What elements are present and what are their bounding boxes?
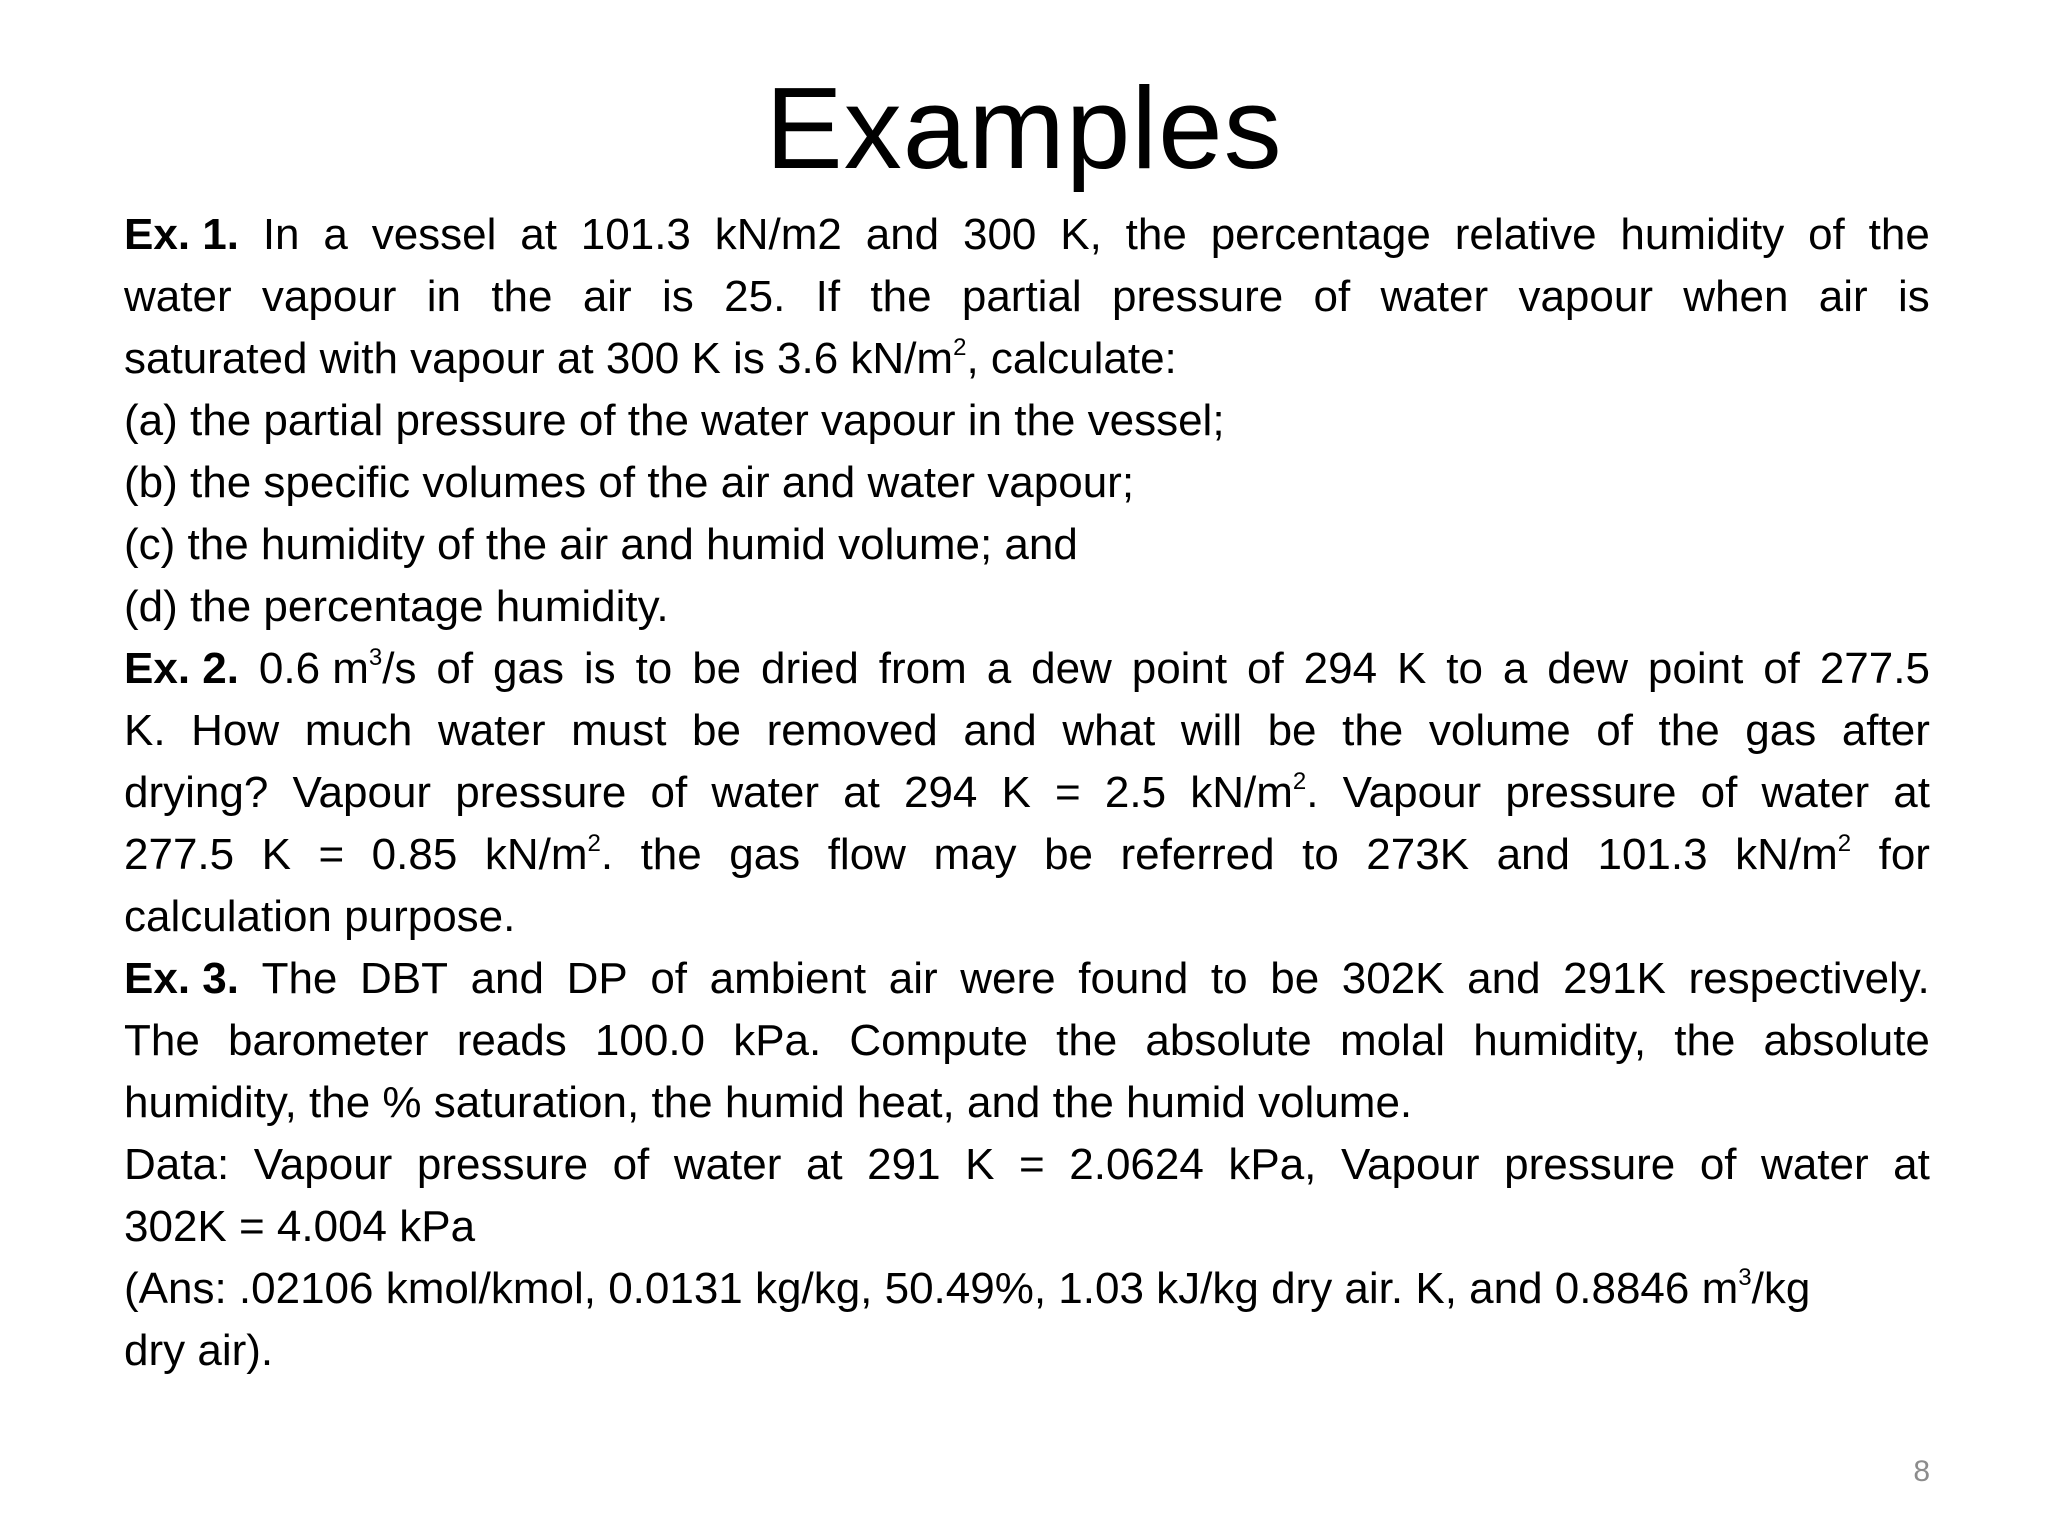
word: the bbox=[1674, 1016, 1736, 1065]
word: 273K bbox=[1366, 830, 1470, 879]
word: drying? bbox=[124, 768, 269, 817]
ex3-answer-line-2: dry air). bbox=[124, 1326, 274, 1375]
word: and bbox=[865, 210, 940, 259]
ex2-line-3: drying? Vapour pressure of water at 294 K = 2.5 $kN/m^2$. Vapour pressure of water at bbox=[124, 762, 1930, 824]
word: of bbox=[1700, 768, 1738, 817]
word: 294 bbox=[903, 768, 978, 817]
word: percentage bbox=[1210, 210, 1431, 259]
word: pressure bbox=[1504, 1140, 1676, 1189]
word: air bbox=[582, 272, 632, 321]
word: 291K bbox=[1563, 954, 1666, 1003]
word: and bbox=[1496, 830, 1570, 879]
word: gas bbox=[493, 644, 564, 693]
word: point bbox=[1647, 644, 1744, 693]
word: DP bbox=[566, 954, 628, 1003]
word: the bbox=[1125, 210, 1187, 259]
word: and bbox=[470, 954, 544, 1003]
page-number: 8 bbox=[1913, 1455, 1930, 1488]
ex2-line-1: Ex. 2. 0.6 $m^3/s$ of gas is to be dried from a dew point of 294 K to a dew point of 277.5 bbox=[124, 638, 1930, 700]
word: of bbox=[436, 644, 474, 693]
word: K bbox=[1396, 644, 1427, 693]
word: pressure bbox=[1505, 768, 1677, 817]
word: 101.3 bbox=[1597, 830, 1708, 879]
word: what bbox=[1062, 706, 1156, 755]
word: K bbox=[261, 830, 291, 879]
word: air bbox=[1818, 272, 1868, 321]
word: K bbox=[965, 1140, 995, 1189]
word: 101.3 bbox=[580, 210, 691, 259]
ex2-label: Ex. 2. bbox=[124, 644, 239, 693]
ex3-data-line-1 bbox=[124, 1134, 1930, 1196]
word: be bbox=[692, 706, 741, 755]
word: pressure bbox=[1112, 272, 1284, 321]
word: to bbox=[1302, 830, 1339, 879]
word: found bbox=[1078, 954, 1189, 1003]
ex1-line-1 bbox=[124, 204, 1930, 266]
word: flow bbox=[827, 830, 906, 879]
ex3-line-2 bbox=[124, 1010, 1930, 1072]
word: be bbox=[1270, 954, 1320, 1003]
word: the bbox=[1056, 1016, 1118, 1065]
word: be bbox=[1044, 830, 1094, 879]
ex3-line-3: humidity, the % saturation, the humid heat, and the humid volume. bbox=[124, 1078, 1413, 1127]
word: may bbox=[933, 830, 1017, 879]
word: of bbox=[1596, 706, 1633, 755]
word: be bbox=[1267, 706, 1317, 755]
slide-title: Examples bbox=[765, 63, 1283, 193]
word: is bbox=[662, 272, 694, 321]
word: Vapour bbox=[1342, 768, 1482, 817]
word: water bbox=[124, 272, 232, 321]
word: 300 bbox=[962, 210, 1037, 259]
word: dew bbox=[1031, 644, 1112, 693]
ex2-line-2 bbox=[124, 700, 1930, 762]
word: after bbox=[1841, 706, 1930, 755]
word: 302K bbox=[1341, 954, 1445, 1003]
word: kPa. bbox=[733, 1016, 822, 1065]
word: pressure bbox=[416, 1140, 589, 1189]
word: vessel bbox=[371, 210, 497, 259]
word: pressure bbox=[455, 768, 627, 817]
word: and bbox=[1467, 954, 1541, 1003]
word: 25. bbox=[724, 272, 786, 321]
word: of bbox=[650, 768, 688, 817]
word: the bbox=[640, 830, 702, 879]
word: K. bbox=[124, 706, 166, 755]
ex2-line-5: calculation purpose. bbox=[124, 892, 516, 941]
word: volume bbox=[1428, 706, 1571, 755]
word: were bbox=[960, 954, 1056, 1003]
word: Vapour bbox=[292, 768, 432, 817]
word: Data: bbox=[124, 1140, 230, 1189]
ex1-line-3: saturated with vapour at 300 K is 3.6 $kN/m^2$, calculate: bbox=[124, 334, 1177, 383]
word: absolute bbox=[1145, 1016, 1312, 1065]
word: when bbox=[1683, 272, 1789, 321]
word: gas bbox=[729, 830, 801, 879]
word: 291 bbox=[867, 1140, 941, 1189]
word: The bbox=[261, 954, 338, 1003]
word: at bbox=[520, 210, 557, 259]
word: a bbox=[986, 644, 1012, 693]
ex2-line-4: 277.5 K = 0.85 $kN/m^2$. the gas flow may be referred to 273K and 101.3 $kN/m^2$ for bbox=[124, 824, 1930, 886]
ex3-data-line-2: 302K = 4.004 kPa bbox=[124, 1202, 476, 1251]
word: at bbox=[805, 1140, 843, 1189]
word: 2.0624 bbox=[1069, 1140, 1204, 1189]
ex1-line-2 bbox=[124, 266, 1930, 328]
word: In bbox=[262, 210, 300, 259]
word: of bbox=[1247, 644, 1284, 693]
word: is bbox=[1898, 272, 1930, 321]
word: at bbox=[843, 768, 880, 817]
word: vapour bbox=[261, 272, 397, 321]
word: and bbox=[963, 706, 1037, 755]
word: removed bbox=[766, 706, 938, 755]
word: at bbox=[1893, 1140, 1930, 1189]
word: be bbox=[692, 644, 742, 693]
word: dew bbox=[1547, 644, 1628, 693]
word: = bbox=[318, 830, 345, 879]
word: 2.5 bbox=[1104, 768, 1167, 817]
word: water bbox=[1761, 768, 1870, 817]
slide-body bbox=[124, 204, 1930, 1382]
word: = bbox=[1019, 1140, 1045, 1189]
word: will bbox=[1180, 706, 1242, 755]
word: the bbox=[870, 272, 932, 321]
word: barometer bbox=[227, 1016, 429, 1065]
word: kN/m2 bbox=[714, 210, 842, 259]
ex1-item-b: (b) the specific volumes of the air and water vapour; bbox=[124, 458, 1135, 507]
word: 294 bbox=[1303, 644, 1378, 693]
word: must bbox=[571, 706, 667, 755]
word: of bbox=[1808, 210, 1845, 259]
word: is bbox=[583, 644, 616, 693]
word: molal bbox=[1339, 1016, 1446, 1065]
word: = bbox=[1055, 768, 1081, 817]
word: of bbox=[1763, 644, 1800, 693]
word: humidity bbox=[1620, 210, 1785, 259]
word: of bbox=[650, 954, 688, 1003]
ex1-label: Ex. 1. bbox=[124, 210, 239, 259]
word: Vapour bbox=[253, 1140, 393, 1189]
word: dried bbox=[761, 644, 859, 693]
word: the bbox=[491, 272, 553, 321]
word: Compute bbox=[849, 1016, 1028, 1065]
ex1-item-c: (c) the humidity of the air and humid volume; and bbox=[124, 520, 1078, 569]
word: air bbox=[888, 954, 938, 1003]
word: gas bbox=[1745, 706, 1817, 755]
word: 100.0 bbox=[594, 1016, 706, 1065]
word: partial bbox=[961, 272, 1082, 321]
word: Vapour bbox=[1340, 1140, 1480, 1189]
word: vapour bbox=[1518, 272, 1653, 321]
word: absolute bbox=[1763, 1016, 1930, 1065]
word: humidity, bbox=[1473, 1016, 1647, 1065]
word: of bbox=[1699, 1140, 1737, 1189]
word: water bbox=[673, 1140, 782, 1189]
word: 0.85 bbox=[371, 830, 458, 879]
word: kPa, bbox=[1228, 1140, 1317, 1189]
word: water bbox=[711, 768, 819, 817]
word: to bbox=[1446, 644, 1483, 693]
word: in bbox=[426, 272, 462, 321]
ex3-answer-line-1: (Ans: .02106 kmol/kmol, 0.0131 kg/kg, 50.49%, 1.03 kJ/kg dry air. K, and 0.8846 $m^3/kg$ bbox=[124, 1264, 1811, 1313]
ex3-line-1 bbox=[124, 948, 1930, 1010]
word: the bbox=[1658, 706, 1720, 755]
word: of bbox=[612, 1140, 650, 1189]
word: ambient bbox=[709, 954, 867, 1003]
word: 277.5 bbox=[124, 830, 235, 879]
word: referred bbox=[1120, 830, 1275, 879]
unit: $kN/m^2$ bbox=[1735, 830, 1852, 879]
word: 277.5 bbox=[1819, 644, 1930, 693]
word: the bbox=[1868, 210, 1930, 259]
word: much bbox=[304, 706, 413, 755]
word: water bbox=[437, 706, 546, 755]
word: water bbox=[1380, 272, 1489, 321]
word: point bbox=[1131, 644, 1228, 693]
ex1-item-a: (a) the partial pressure of the water vapour in the vessel; bbox=[124, 396, 1225, 445]
word: The bbox=[124, 1016, 200, 1065]
word: a bbox=[1502, 644, 1528, 693]
word: to bbox=[1210, 954, 1248, 1003]
word: to bbox=[635, 644, 673, 693]
word: a bbox=[323, 210, 348, 259]
word: of bbox=[1313, 272, 1351, 321]
word: relative bbox=[1454, 210, 1597, 259]
word: K bbox=[1001, 768, 1031, 817]
word: How bbox=[191, 706, 280, 755]
word: DBT bbox=[359, 954, 448, 1003]
word: from bbox=[878, 644, 967, 693]
word: K, bbox=[1060, 210, 1102, 259]
word: respectively. bbox=[1688, 954, 1930, 1003]
ex1-item-d: (d) the percentage humidity. bbox=[124, 582, 669, 631]
word: reads bbox=[456, 1016, 567, 1065]
word: for bbox=[1878, 830, 1930, 879]
word: at bbox=[1893, 768, 1930, 817]
word: water bbox=[1761, 1140, 1869, 1189]
word: If bbox=[815, 272, 841, 321]
word: the bbox=[1342, 706, 1404, 755]
ex3-label: Ex. 3. bbox=[124, 954, 239, 1003]
